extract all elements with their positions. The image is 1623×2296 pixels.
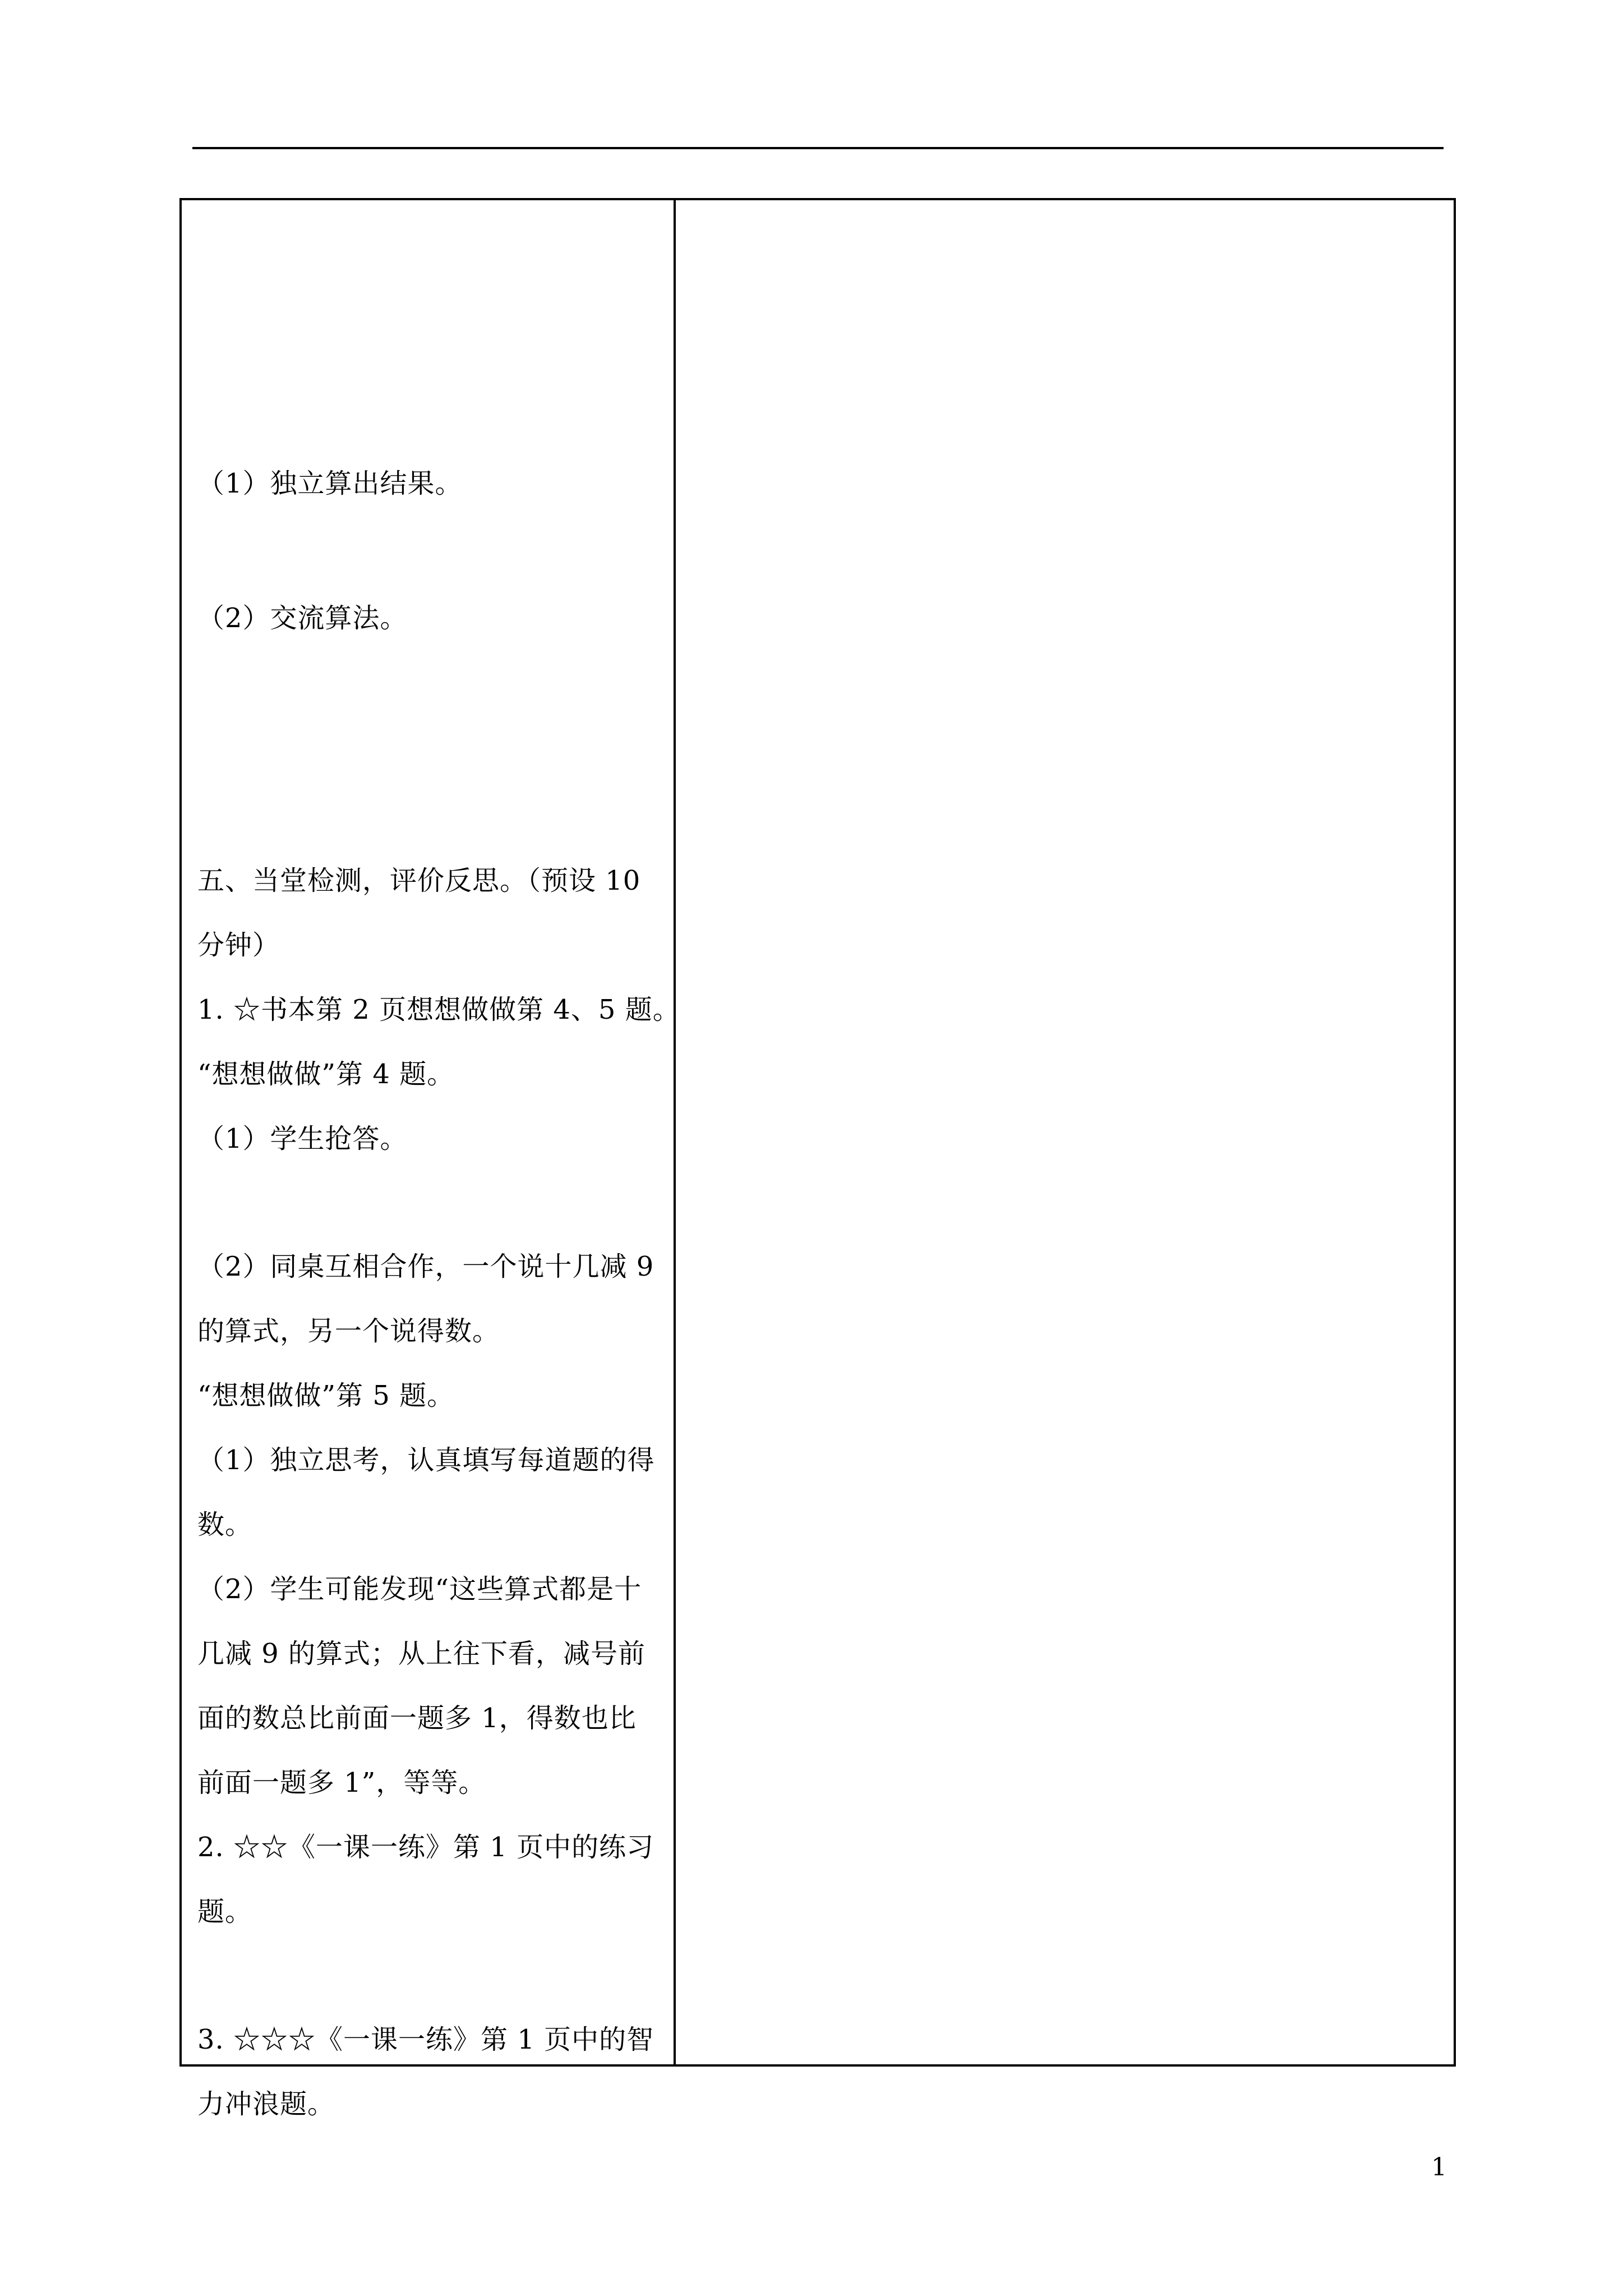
text-line: （2）交流算法。 [197, 602, 408, 634]
left-column [182, 200, 680, 2120]
text-line: 数。 [197, 1509, 253, 1540]
lesson-plan-table [179, 198, 1456, 2120]
header-rule [192, 147, 1444, 149]
text-line: “想想做做”第 5 题。 [197, 1380, 455, 1411]
text-line: 1. ☆书本第 2 页想想做做第 4、5 题。 [197, 994, 680, 1025]
text-line: 前面一题多 1”，等等。 [197, 1767, 486, 1798]
text-line: （1）独立思考，认真填写每道题的得 [197, 1444, 655, 1476]
text-line: （1）学生抢答。 [197, 1123, 408, 1154]
text-line: 面的数总比前面一题多 1，得数也比 [197, 1703, 637, 1734]
right-column [676, 200, 1454, 2064]
text-line: （2）学生可能发现“这些算式都是十 [197, 1573, 642, 1605]
text-line: 3. ☆☆☆《一课一练》第 1 页中的智 [197, 2024, 654, 2055]
text-line: 分钟） [197, 930, 280, 961]
text-line: （2）同桌互相合作，一个说十几减 9 [197, 1251, 654, 1282]
text-line: “想想做做”第 4 题。 [197, 1059, 455, 1090]
page-number: 1 [1431, 2153, 1447, 2182]
section-heading: 五、当堂检测，评价反思。（预设 10 [197, 865, 641, 896]
text-line: 题。 [197, 1896, 253, 1927]
text-line: 几减 9 的算式；从上往下看，减号前 [197, 1638, 646, 1669]
text-line: 的算式，另一个说得数。 [197, 1315, 500, 1347]
text-line: 2. ☆☆《一课一练》第 1 页中的练习 [197, 1832, 654, 1863]
text-line: 力冲浪题。 [197, 2088, 335, 2120]
text-line: （1）独立算出结果。 [197, 468, 463, 499]
